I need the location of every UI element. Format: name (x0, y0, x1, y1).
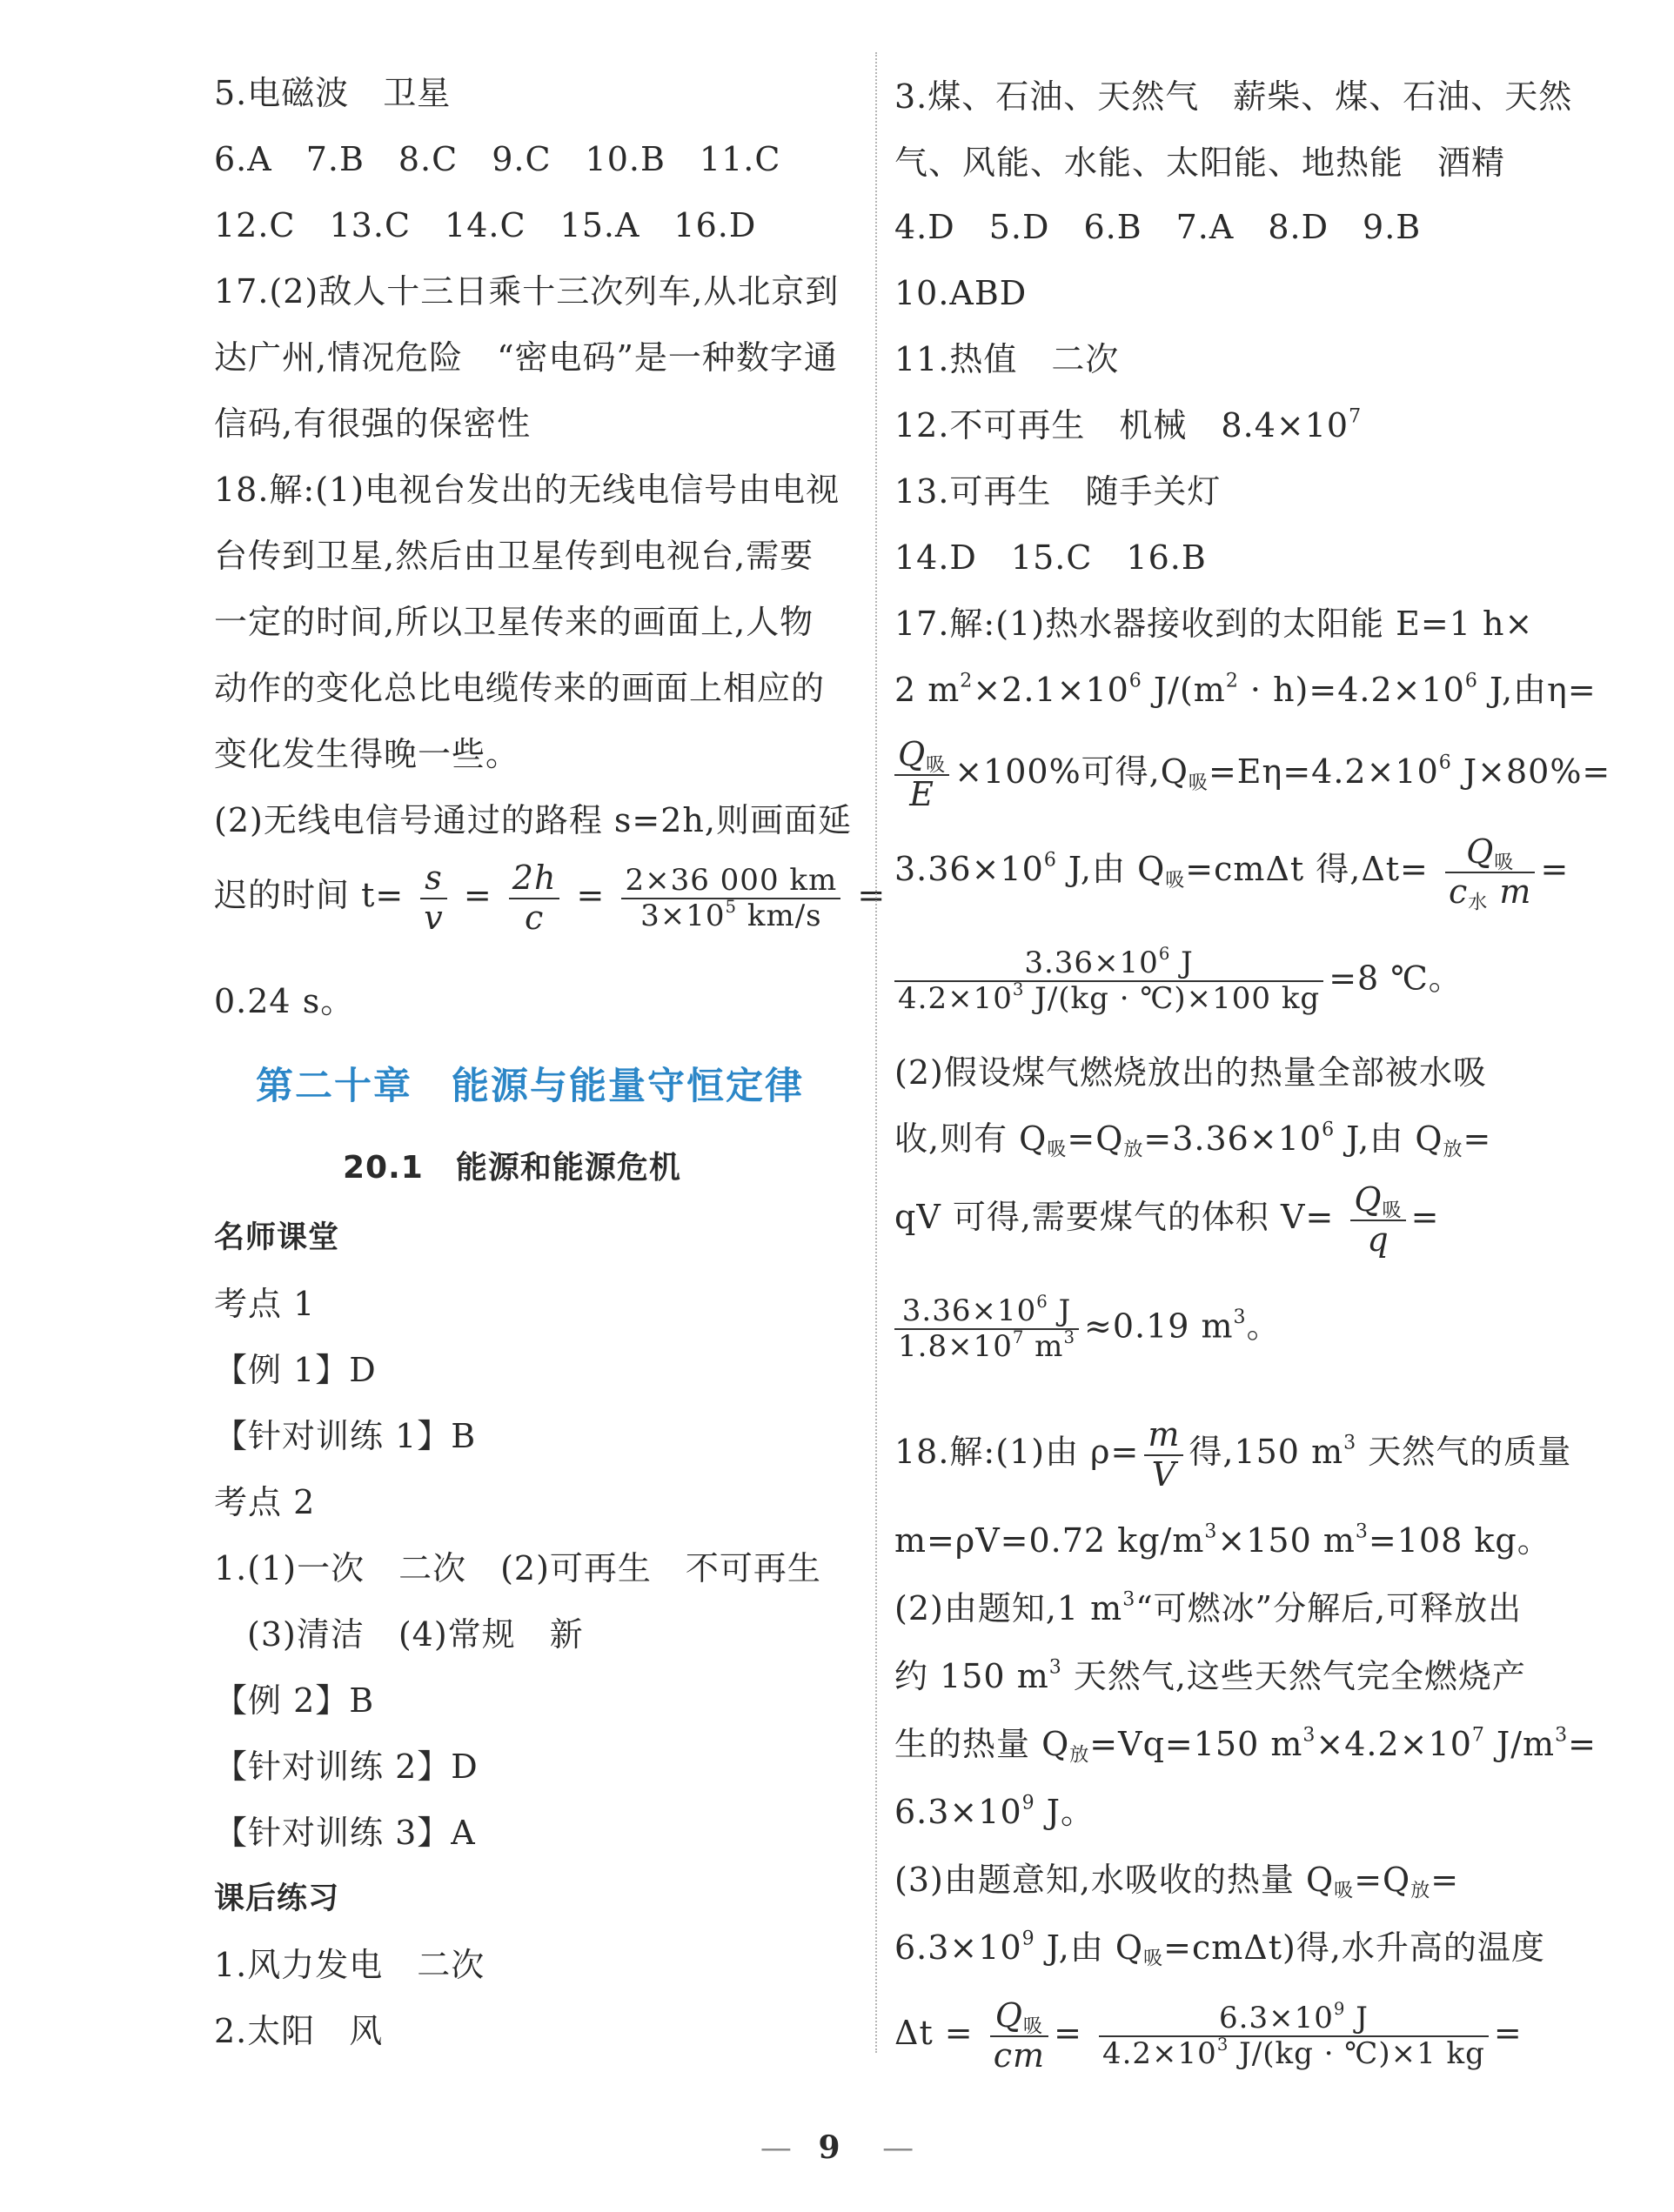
fraction: $\frac{s}{v}$ (420, 859, 446, 937)
answer-line: (2)假设煤气燃烧放出的热量全部被水吸 (894, 1053, 1487, 1092)
answer-line: 4.D 5.D 6.B 7.A 8.D 9.B (894, 208, 1422, 246)
answer-line: 考点 2 (214, 1483, 316, 1521)
formula-line: qV 可得,需要煤气的体积 V= $\frac{Q_吸}{q}$ = (894, 1180, 1440, 1259)
page-number: — 9 — (760, 2129, 914, 2166)
answer-line: 11.热值 二次 (894, 340, 1120, 378)
answer-line: 3.煤、石油、天然气 薪柴、煤、石油、天然 (894, 77, 1573, 116)
answer-line: 17.解:(1)热水器接收到的太阳能 E=1 h× (894, 605, 1534, 643)
section-title: 20.1 能源和能源危机 (343, 1150, 681, 1186)
formula-line: (3)由题意知,水吸收的热量 $Q_吸=Q_放=$ (894, 1861, 1460, 1902)
formula-line: 生的热量 $Q_放=Vq=150$ $m^3\times 4.2\times 10^7$ $J/m^3=$ (894, 1724, 1597, 1767)
fraction: $\frac{Q_吸}{c_水 m}$ (1445, 833, 1535, 911)
answer-line: 0.24 s。 (214, 982, 355, 1020)
answer-line: 13.可再生 随手关灯 (894, 472, 1222, 511)
chapter-title: 第二十章 能源与能量守恒定律 (256, 1065, 804, 1108)
formula-line: 收,则有 $Q_吸=Q_放=3.36\times 10^6$ J,由 $Q_放=$ (894, 1119, 1492, 1161)
subheading: 名师课堂 (214, 1220, 340, 1255)
answer-line: 台传到卫星,然后由卫星传到电视台,需要 (214, 537, 814, 575)
answer-line: 一定的时间,所以卫星传来的画面上,人物 (214, 603, 814, 641)
answer-line: 14.D 15.C 16.B (894, 538, 1207, 577)
answer-line: (3)清洁 (4)常规 新 (247, 1615, 584, 1654)
answer-line: 12.C 13.C 14.C 15.A 16.D (214, 206, 757, 244)
answer-line: 信码,有很强的保密性 (214, 404, 532, 443)
answer-line: 6.A 7.B 8.C 9.C 10.B 11.C (214, 140, 781, 178)
formula-line: $3.36\times 10^6$ J,由 $Q_吸=cm\Delta t$ 得,Δt= $\frac{Q_吸}{c_水 m}$ = (894, 832, 1570, 914)
answer-line: 考点 1 (214, 1285, 316, 1323)
answer-line: 【针对训练 1】B (214, 1417, 477, 1455)
answer-line: 1.(1)一次 二次 (2)可再生 不可再生 (214, 1549, 821, 1587)
formula-line: $\frac{3.36\times 10^6 J}{4.2\times 10^3 J/(kg \cdot ℃)\times 100 kg}$ =8 ℃。 (894, 946, 1463, 1016)
answer-line: (2)无线电信号通过的路程 s=2h,则画面延 (214, 801, 852, 839)
formula-line: 2 $m^2\times 2.1\times 10^6$ $J/(m^2 \cdot h)=4.2\times 10^6$ J,由η= (894, 670, 1597, 709)
formula-line: m=ρV=0.72 $kg/m^3\times 150$ $m^3=108$ kg。 (894, 1520, 1551, 1560)
fraction: $\frac{Q_吸}{E}$ (894, 736, 949, 813)
answer-line: 【例 2】B (214, 1681, 375, 1720)
fraction: $\frac{3.36\times 10^6 J}{1.8\times 10^7 m^3}$ (894, 1294, 1079, 1364)
answer-line: 12.不可再生 机械 $8.4\times 10^7$ (894, 405, 1363, 444)
fraction: $\frac{2h}{c}$ (509, 859, 560, 937)
fraction: $\frac{Q_吸}{cm}$ (990, 1997, 1048, 2075)
fraction: $\frac{m}{V}$ (1144, 1416, 1183, 1494)
answer-line: $6.3\times 10^9$ J。 (894, 1792, 1095, 1831)
answer-line: 5.电磁波 卫星 (214, 74, 452, 112)
answer-line: 10.ABD (894, 274, 1028, 312)
answer-line: 约 150 $m^3$ 天然气,这些天然气完全燃烧产 (894, 1656, 1526, 1695)
fraction: $\frac{Q_吸}{q}$ (1350, 1181, 1405, 1259)
answer-line: 变化发生得晚一些。 (214, 735, 520, 773)
formula-line: 迟的时间 t= $\frac{s}{v}$ = $\frac{2h}{c}$ = $\frac{2\times 36 000 km}{3\times 10^5 km/s}$ = (214, 859, 887, 937)
formula-line: $\frac{Q_吸}{E}$ ×100%可得$,Q_吸=E\eta=4.2\times 10^6$ J×80%= (894, 736, 1610, 813)
formula-line: 18.解:(1)由 ρ= $\frac{m}{V}$ 得,150 $m^3$ 天然气的质量 (894, 1415, 1572, 1494)
answer-line: 【针对训练 3】A (214, 1814, 476, 1852)
answer-line: 18.解:(1)电视台发出的无线电信号由电视 (214, 471, 840, 509)
answer-line: 动作的变化总比电缆传来的画面上相应的 (214, 669, 826, 707)
answer-line: 2.太阳 风 (214, 2012, 384, 2050)
answer-line: 17.(2)敌人十三日乘十三次列车,从北京到 (214, 272, 840, 311)
answer-line: 达广州,情况危险 “密电码”是一种数字通 (214, 338, 838, 377)
answer-line: 【例 1】D (214, 1351, 377, 1389)
fraction: $\frac{2\times 36 000 km}{3\times 10^5 km/s}$ (621, 864, 840, 933)
formula-line: Δt = $\frac{Q_吸}{cm}$ = $\frac{6.3\times 10^9 J}{4.2\times 10^3 J/(kg \cdot ℃)\times 1 kg}$ = (894, 1996, 1523, 2075)
formula-line: $6.3\times 10^9$ J,由 $Q_吸=cm\Delta t$)得,水升高的温度 (894, 1928, 1545, 1970)
fraction: $\frac{3.36\times 10^6 J}{4.2\times 10^3 J/(kg \cdot ℃)\times 100 kg}$ (894, 946, 1323, 1016)
answer-line: 1.风力发电 二次 (214, 1946, 485, 1984)
answer-line: 【针对训练 2】D (214, 1748, 479, 1786)
answer-line: (2)由题知,1 $m^3“$可燃冰”分解后,可释放出 (894, 1588, 1523, 1627)
answer-line: 气、风能、水能、太阳能、地热能 酒精 (894, 144, 1506, 182)
subheading: 课后练习 (214, 1881, 340, 1916)
fraction: $\frac{6.3\times 10^9 J}{4.2\times 10^3 J/(kg \cdot ℃)\times 1 kg}$ (1099, 2001, 1489, 2071)
column-divider (875, 52, 877, 2053)
formula-line: $\frac{3.36\times 10^6 J}{1.8\times 10^7 m^3}$ ≈0.19 $m^3$。 (894, 1294, 1281, 1364)
